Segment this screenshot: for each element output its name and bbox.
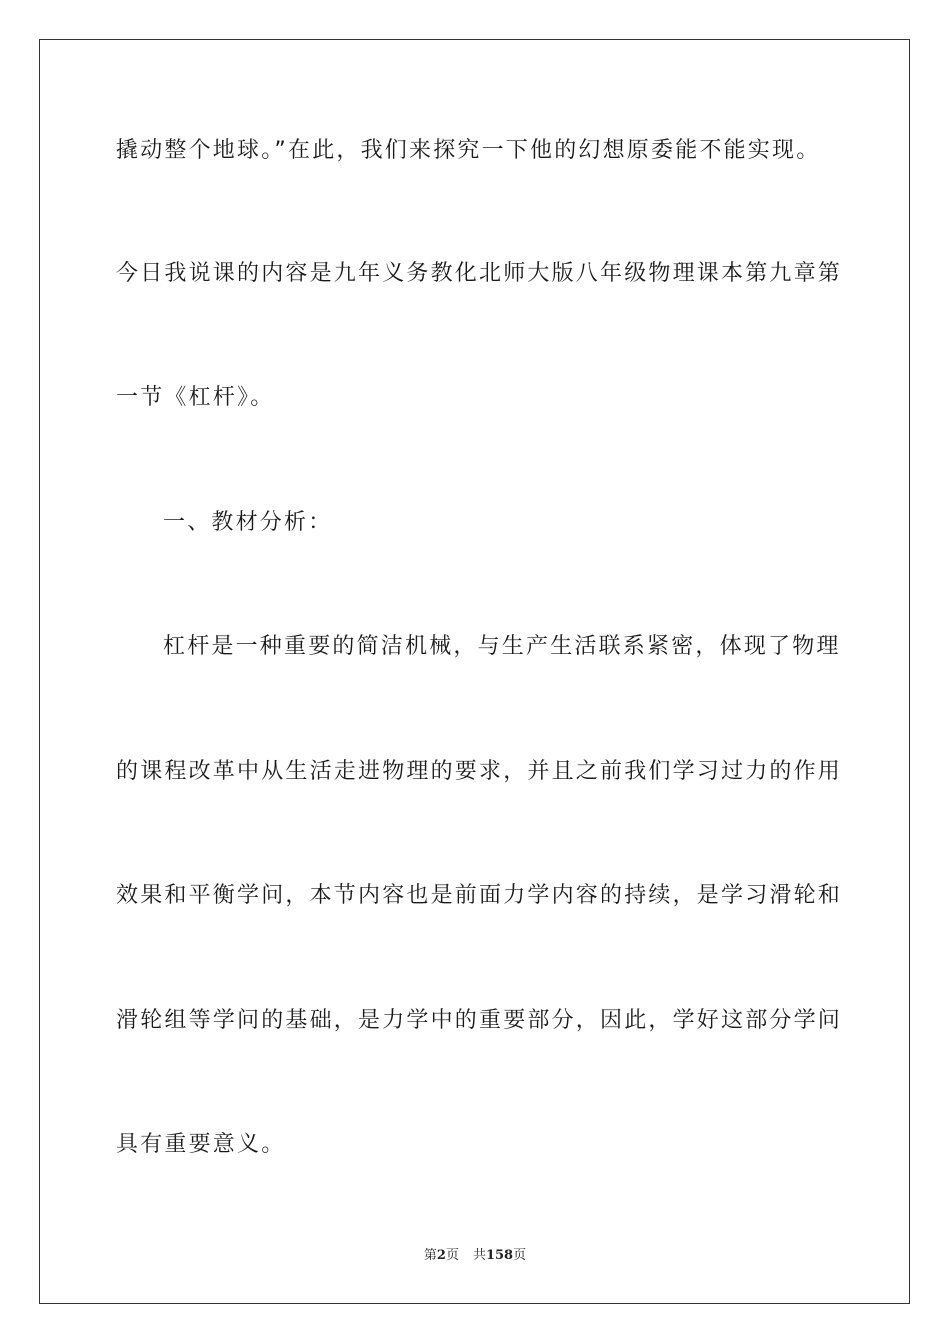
footer-page-number: 2 bbox=[436, 1248, 446, 1263]
body-line-8: 滑轮组等学问的基础，是力学中的重要部分，因此，学好这部分学问 bbox=[116, 1008, 843, 1033]
footer-page-prefix: 第 bbox=[423, 1248, 437, 1263]
footer-total-pages: 158 bbox=[485, 1248, 514, 1263]
footer-total-suffix: 页 bbox=[513, 1248, 527, 1263]
section-heading: 一、教材分析： bbox=[163, 510, 333, 535]
footer-total-prefix: 共 bbox=[472, 1248, 486, 1263]
body-line-3: 一节《杠杆》。 bbox=[116, 385, 275, 410]
body-line-5: 杠杆是一种重要的简洁机械，与生产生活联系紧密，体现了物理 bbox=[163, 634, 841, 659]
footer-page-suffix: 页 bbox=[445, 1248, 459, 1263]
page-footer bbox=[0, 1247, 950, 1265]
body-line-6: 的课程改革中从生活走进物理的要求，并且之前我们学习过力的作用 bbox=[116, 759, 843, 784]
body-line-9: 具有重要意义。 bbox=[116, 1132, 286, 1157]
page-border bbox=[39, 39, 910, 1304]
body-line-2: 今日我说课的内容是九年义务教化北师大版八年级物理课本第九章第 bbox=[116, 261, 843, 286]
body-line-1: 撬动整个地球。”在此，我们来探究一下他的幻想原委能不能实现。 bbox=[116, 138, 821, 163]
body-line-7: 效果和平衡学问，本节内容也是前面力学内容的持续，是学习滑轮和 bbox=[116, 883, 843, 908]
